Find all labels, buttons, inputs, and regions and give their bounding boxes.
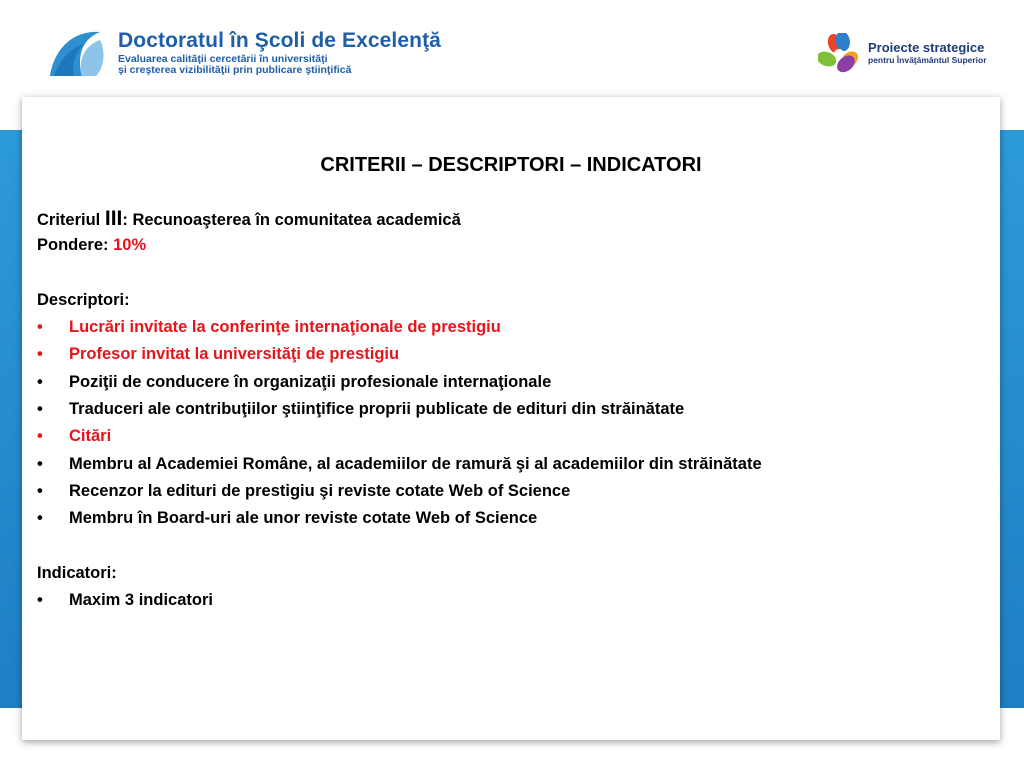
brand-block xyxy=(118,28,441,76)
list-item-text: Traduceri ale contribuţiilor ştiinţifice proprii publicate de edituri din străinătate xyxy=(69,400,685,419)
list-item xyxy=(37,505,987,532)
indicators-heading: Indicatori: xyxy=(37,563,117,582)
bullet-icon: • xyxy=(37,372,43,391)
list-item-text: Maxim 3 indicatori xyxy=(69,591,213,610)
descriptor-list xyxy=(37,314,987,532)
list-item xyxy=(37,396,987,423)
spacer xyxy=(37,260,987,287)
bullet-icon: • xyxy=(37,400,43,419)
list-item xyxy=(37,369,987,396)
list-item-text: Membru al Academiei Române, al academiilor de ramură şi al academiilor din străinătate xyxy=(69,454,762,473)
content-card xyxy=(22,97,1000,740)
indicator-list xyxy=(37,587,987,614)
wave-logo-icon xyxy=(48,26,110,80)
brand-subtitle-line1: Evaluarea calităţii cercetării în universităţi xyxy=(118,53,328,65)
bullet-icon: • xyxy=(37,509,43,528)
brand-title: Doctoratul în Şcoli de Excelenţă xyxy=(118,29,441,52)
criterion-prefix: Criteriul xyxy=(37,211,105,229)
partner-block xyxy=(868,41,987,65)
list-item xyxy=(37,587,987,614)
list-item xyxy=(37,314,987,341)
bullet-icon: • xyxy=(37,481,43,500)
descriptors-heading: Descriptori: xyxy=(37,290,130,309)
list-item xyxy=(37,478,987,505)
list-item xyxy=(37,341,987,368)
brand-subtitle-line2: şi creşterea vizibilităţii prin publicare ştiinţifică xyxy=(118,64,352,76)
list-item xyxy=(37,423,987,450)
list-item-text: Recenzor la edituri de prestigiu şi reviste cotate Web of Science xyxy=(69,481,571,500)
criterion-text: : Recunoaşterea în comunitatea academică xyxy=(122,211,461,229)
criterion-line xyxy=(37,205,987,232)
slide-title: CRITERII – DESCRIPTORI – INDICATORI xyxy=(320,154,702,176)
header xyxy=(0,0,1024,92)
list-item-text: Citări xyxy=(69,427,112,446)
partner-title: Proiecte strategice xyxy=(868,40,985,55)
criterion-number: III xyxy=(104,207,123,230)
list-item-text: Profesor invitat la universităţi de prestigiu xyxy=(69,345,400,364)
list-item xyxy=(37,451,987,478)
list-item-text: Poziţii de conducere în organizaţii profesionale internaţionale xyxy=(69,372,552,391)
weight-value: 10% xyxy=(113,236,147,255)
partner-subtitle: pentru Învăţământul Superior xyxy=(868,55,987,65)
content-body xyxy=(37,205,987,614)
spacer xyxy=(37,533,987,560)
flower-logo-icon xyxy=(818,33,860,75)
weight-label: Pondere: xyxy=(37,236,114,255)
list-item-text: Lucrări invitate la conferinţe internaţionale de prestigiu xyxy=(69,318,501,337)
list-item-text: Membru în Board-uri ale unor reviste cotate Web of Science xyxy=(69,509,538,528)
bullet-icon: • xyxy=(37,454,43,473)
bullet-icon: • xyxy=(37,345,43,364)
weight-line xyxy=(37,232,987,259)
bullet-icon: • xyxy=(37,318,43,337)
bullet-icon: • xyxy=(37,591,43,610)
bullet-icon: • xyxy=(37,427,43,446)
